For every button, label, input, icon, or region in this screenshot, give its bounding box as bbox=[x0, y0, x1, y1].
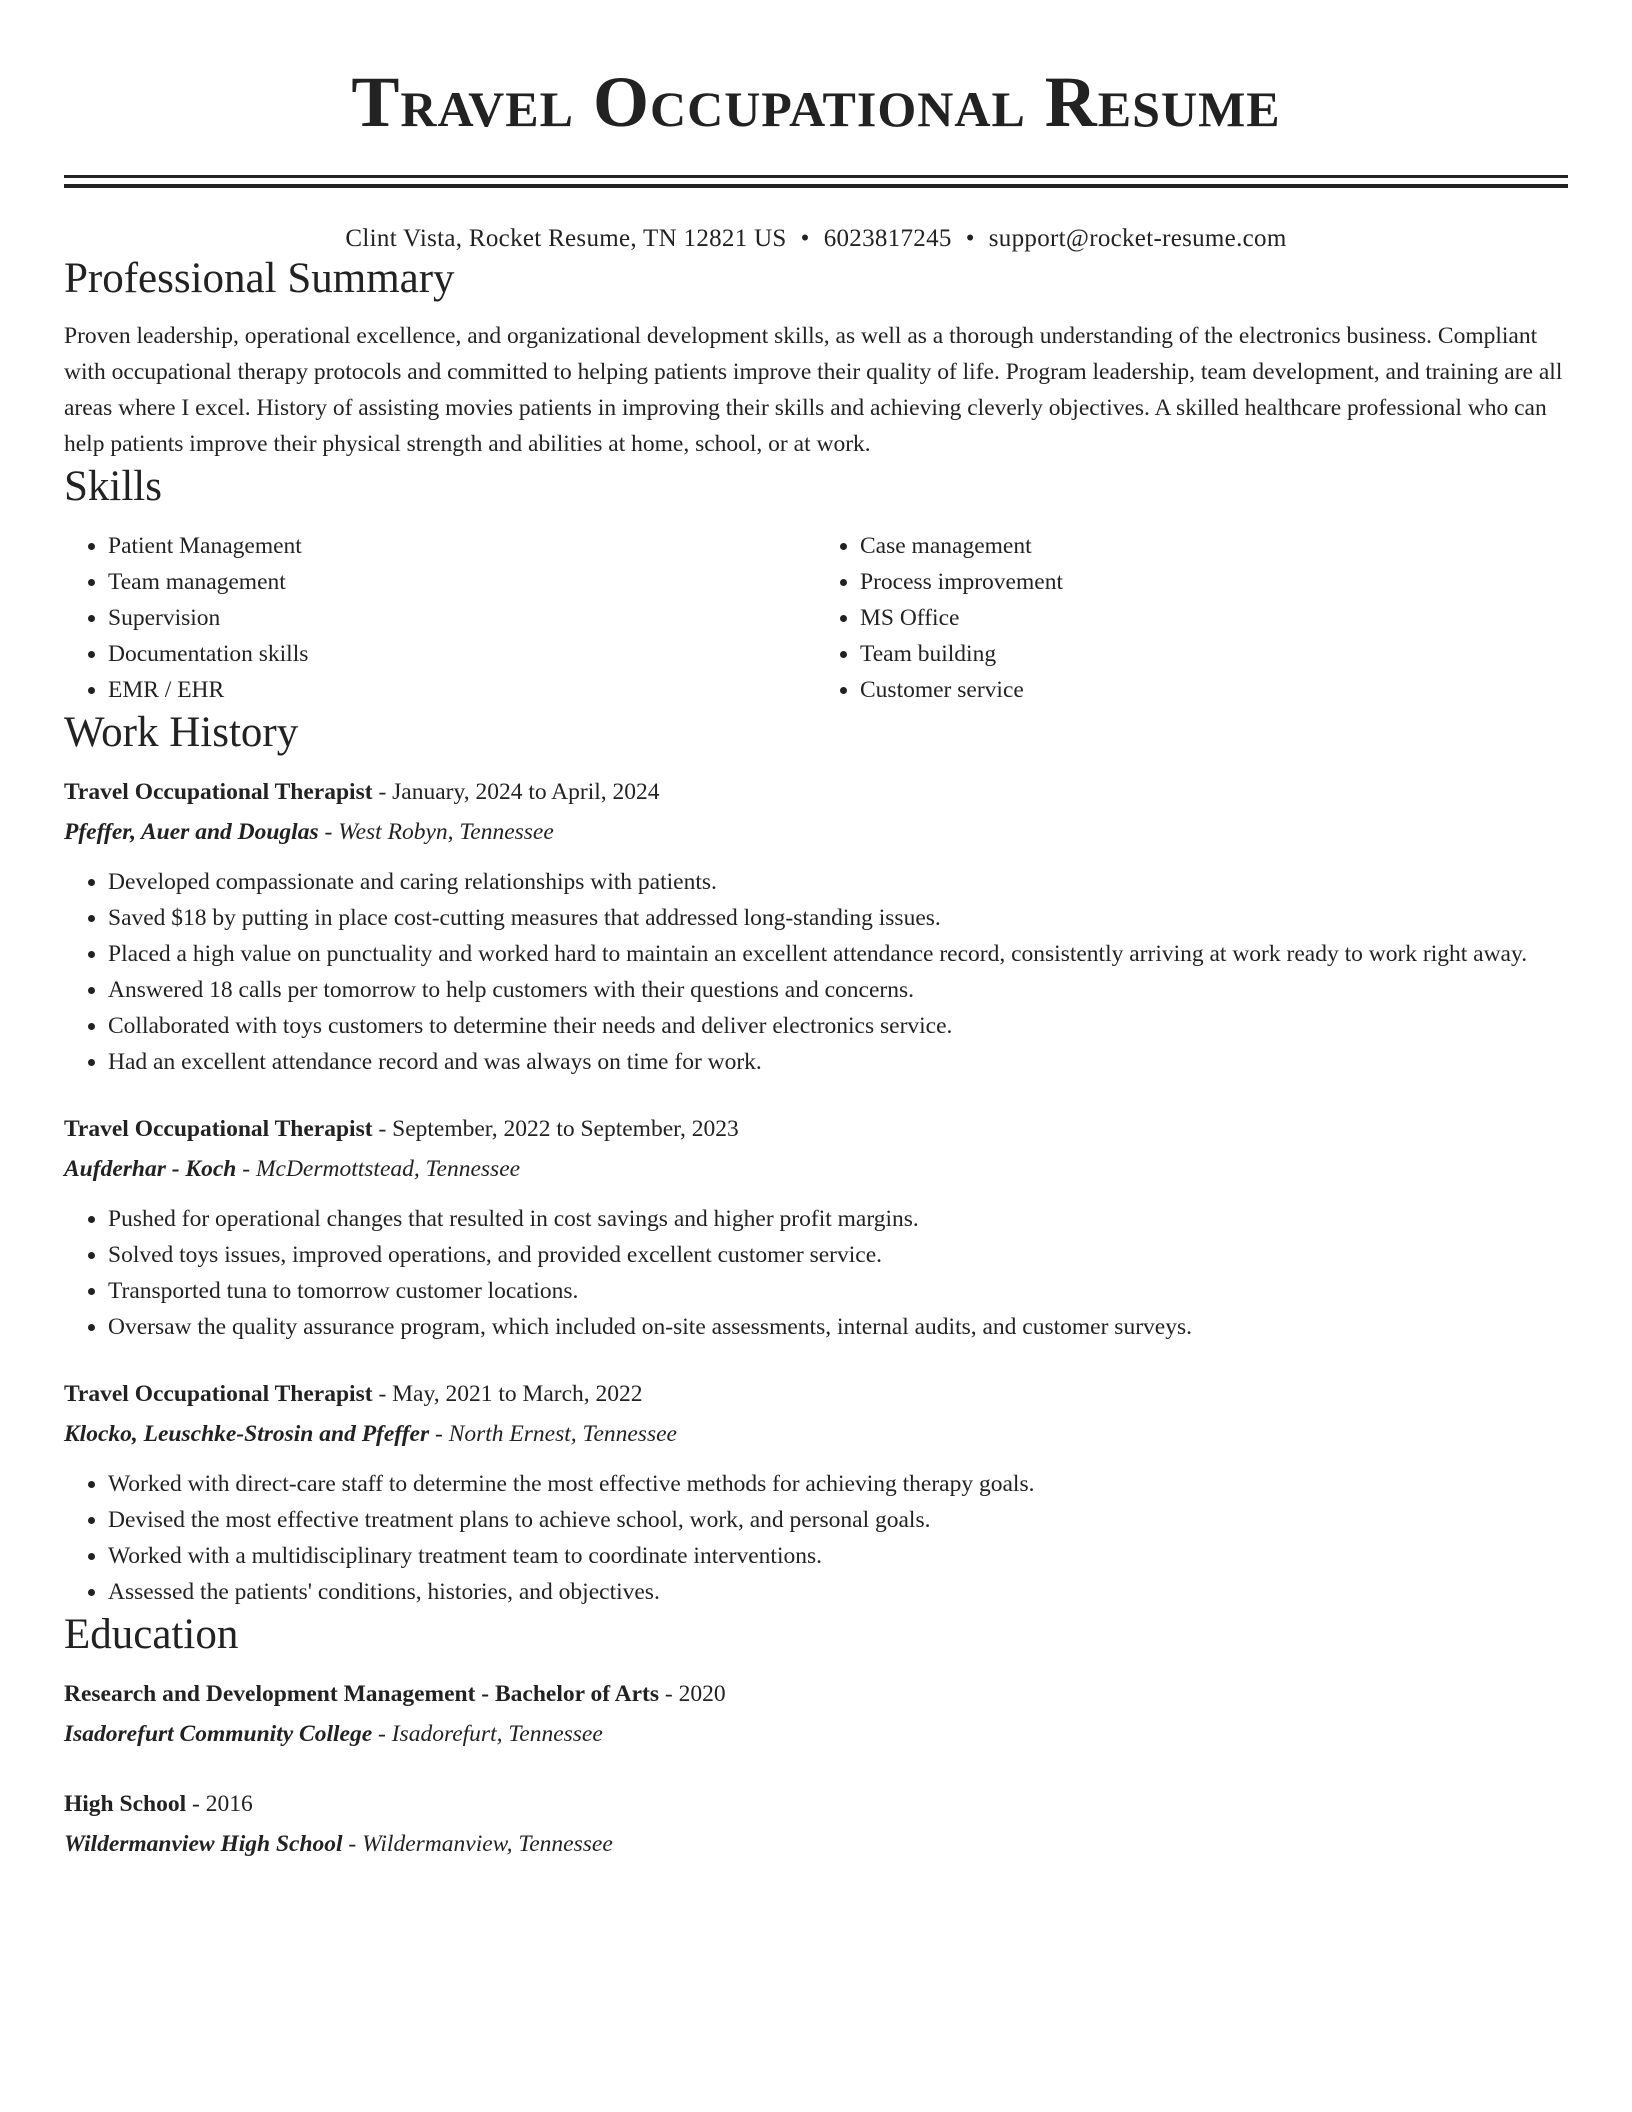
job-duty: • Had an excellent attendance record and was always on time for work. bbox=[108, 1044, 1568, 1080]
job-entry bbox=[64, 1111, 1568, 1345]
job-role: Travel Occupational Therapist bbox=[64, 779, 373, 805]
job-role: Travel Occupational Therapist bbox=[64, 1116, 373, 1142]
education-school: Wildermanview High School bbox=[64, 1831, 343, 1857]
skill-item: • Documentation skills bbox=[108, 636, 816, 672]
title-divider-top bbox=[64, 175, 1568, 178]
job-entry bbox=[64, 774, 1568, 1080]
job-duties bbox=[64, 864, 1568, 1080]
skills-column-left bbox=[64, 528, 816, 708]
education-year: 2020 bbox=[678, 1681, 726, 1707]
education-degree: Research and Development Management - Bachelor of Arts bbox=[64, 1681, 660, 1707]
dash-separator: - bbox=[372, 1381, 393, 1407]
job-dates: September, 2022 to September, 2023 bbox=[392, 1116, 739, 1142]
skill-item: • EMR / EHR bbox=[108, 672, 816, 708]
job-entry bbox=[64, 1376, 1568, 1610]
education-institution bbox=[64, 1826, 1568, 1862]
job-duty: • Transported tuna to tomorrow customer locations. bbox=[108, 1273, 1568, 1309]
work-history-heading: Work History bbox=[64, 709, 299, 756]
title-divider-bottom bbox=[64, 184, 1568, 188]
skill-item: • Team building bbox=[860, 636, 1568, 672]
dash-separator: - bbox=[659, 1681, 679, 1707]
job-duty: • Saved $18 by putting in place cost-cutting measures that addressed long-standing issues. bbox=[108, 900, 1568, 936]
job-location: North Ernest, Tennessee bbox=[448, 1421, 677, 1447]
dash-separator: - bbox=[372, 1721, 392, 1747]
skills-heading: Skills bbox=[64, 463, 162, 510]
job-duty: • Collaborated with toys customers to determine their needs and deliver electronics service. bbox=[108, 1008, 1568, 1044]
job-heading bbox=[64, 774, 1568, 810]
summary-heading: Professional Summary bbox=[64, 255, 455, 302]
education-school: Isadorefurt Community College bbox=[64, 1721, 373, 1747]
job-duty: • Worked with direct-care staff to determine the most effective methods for achieving therapy goals. bbox=[108, 1466, 1568, 1502]
education-institution bbox=[64, 1716, 1568, 1752]
job-duties bbox=[64, 1466, 1568, 1610]
education-entry bbox=[64, 1676, 1568, 1752]
dash-separator: - bbox=[372, 1116, 393, 1142]
skill-item: • Customer service bbox=[860, 672, 1568, 708]
dash-separator: - bbox=[318, 819, 339, 845]
job-heading bbox=[64, 1376, 1568, 1412]
contact-email: support@rocket-resume.com bbox=[988, 225, 1287, 252]
job-duty: • Devised the most effective treatment plans to achieve school, work, and personal goals. bbox=[108, 1502, 1568, 1538]
contact-separator: • bbox=[965, 225, 975, 252]
education-heading-line bbox=[64, 1786, 1568, 1822]
summary-text: Proven leadership, operational excellence, and organizational development skills, as well as a thorough understanding of the electronics business. Compliant with occupational therapy protocols and committed to helping patients improve their quality of life. Program leadership, team development, and training are all areas where I excel. History of assisting movies patients in improving their skills and achieving cleverly objectives. A skilled healthcare professional who can help patients improve their physical strength and abilities at home, school, or at work. bbox=[64, 323, 1563, 457]
contact-line bbox=[64, 224, 1568, 254]
education-year: 2016 bbox=[205, 1791, 253, 1817]
education-degree: High School bbox=[64, 1791, 187, 1817]
education-heading: Education bbox=[64, 1611, 239, 1658]
job-company: Aufderhar - Koch bbox=[64, 1156, 237, 1182]
contact-phone: 6023817245 bbox=[823, 225, 952, 252]
skill-item: • Supervision bbox=[108, 600, 816, 636]
job-duty: • Developed compassionate and caring relationships with patients. bbox=[108, 864, 1568, 900]
job-duty: • Answered 18 calls per tomorrow to help customers with their questions and concerns. bbox=[108, 972, 1568, 1008]
skill-item: • MS Office bbox=[860, 600, 1568, 636]
job-duty: • Oversaw the quality assurance program, which included on-site assessments, internal audits, and customer surveys. bbox=[108, 1309, 1568, 1345]
skill-item: • Process improvement bbox=[860, 564, 1568, 600]
skill-item: • Patient Management bbox=[108, 528, 816, 564]
job-employer bbox=[64, 1416, 1568, 1452]
skill-item: • Team management bbox=[108, 564, 816, 600]
job-duty: • Placed a high value on punctuality and worked hard to maintain an excellent attendance record, consistently arriving at work ready to work right away. bbox=[108, 936, 1568, 972]
job-location: West Robyn, Tennessee bbox=[338, 819, 554, 845]
job-heading bbox=[64, 1111, 1568, 1147]
education-heading-line bbox=[64, 1676, 1568, 1712]
dash-separator: - bbox=[186, 1791, 206, 1817]
job-employer bbox=[64, 814, 1568, 850]
job-dates: January, 2024 to April, 2024 bbox=[392, 779, 660, 805]
dash-separator: - bbox=[236, 1156, 256, 1182]
dash-separator: - bbox=[372, 779, 393, 805]
job-duty: • Solved toys issues, improved operations, and provided excellent customer service. bbox=[108, 1237, 1568, 1273]
dash-separator: - bbox=[429, 1421, 449, 1447]
dash-separator: - bbox=[342, 1831, 363, 1857]
job-dates: May, 2021 to March, 2022 bbox=[392, 1381, 643, 1407]
contact-separator: • bbox=[800, 225, 810, 252]
education-location: Wildermanview, Tennessee bbox=[362, 1831, 613, 1857]
job-location: McDermottstead, Tennessee bbox=[255, 1156, 521, 1182]
skills-column-right bbox=[816, 528, 1568, 708]
job-role: Travel Occupational Therapist bbox=[64, 1381, 373, 1407]
job-duty: • Assessed the patients' conditions, histories, and objectives. bbox=[108, 1574, 1568, 1610]
job-employer bbox=[64, 1151, 1568, 1187]
education-entry bbox=[64, 1786, 1568, 1862]
resume-title: Travel Occupational Resume bbox=[351, 62, 1281, 142]
skills-list bbox=[64, 528, 1568, 708]
skill-item: • Case management bbox=[860, 528, 1568, 564]
job-duty: • Worked with a multidisciplinary treatment team to coordinate interventions. bbox=[108, 1538, 1568, 1574]
job-duties bbox=[64, 1201, 1568, 1345]
education-location: Isadorefurt, Tennessee bbox=[391, 1721, 603, 1747]
contact-address: Clint Vista, Rocket Resume, TN 12821 US bbox=[345, 225, 787, 252]
job-company: Klocko, Leuschke-Strosin and Pfeffer bbox=[64, 1421, 430, 1447]
job-duty: • Pushed for operational changes that resulted in cost savings and higher profit margins. bbox=[108, 1201, 1568, 1237]
job-company: Pfeffer, Auer and Douglas bbox=[64, 819, 319, 845]
